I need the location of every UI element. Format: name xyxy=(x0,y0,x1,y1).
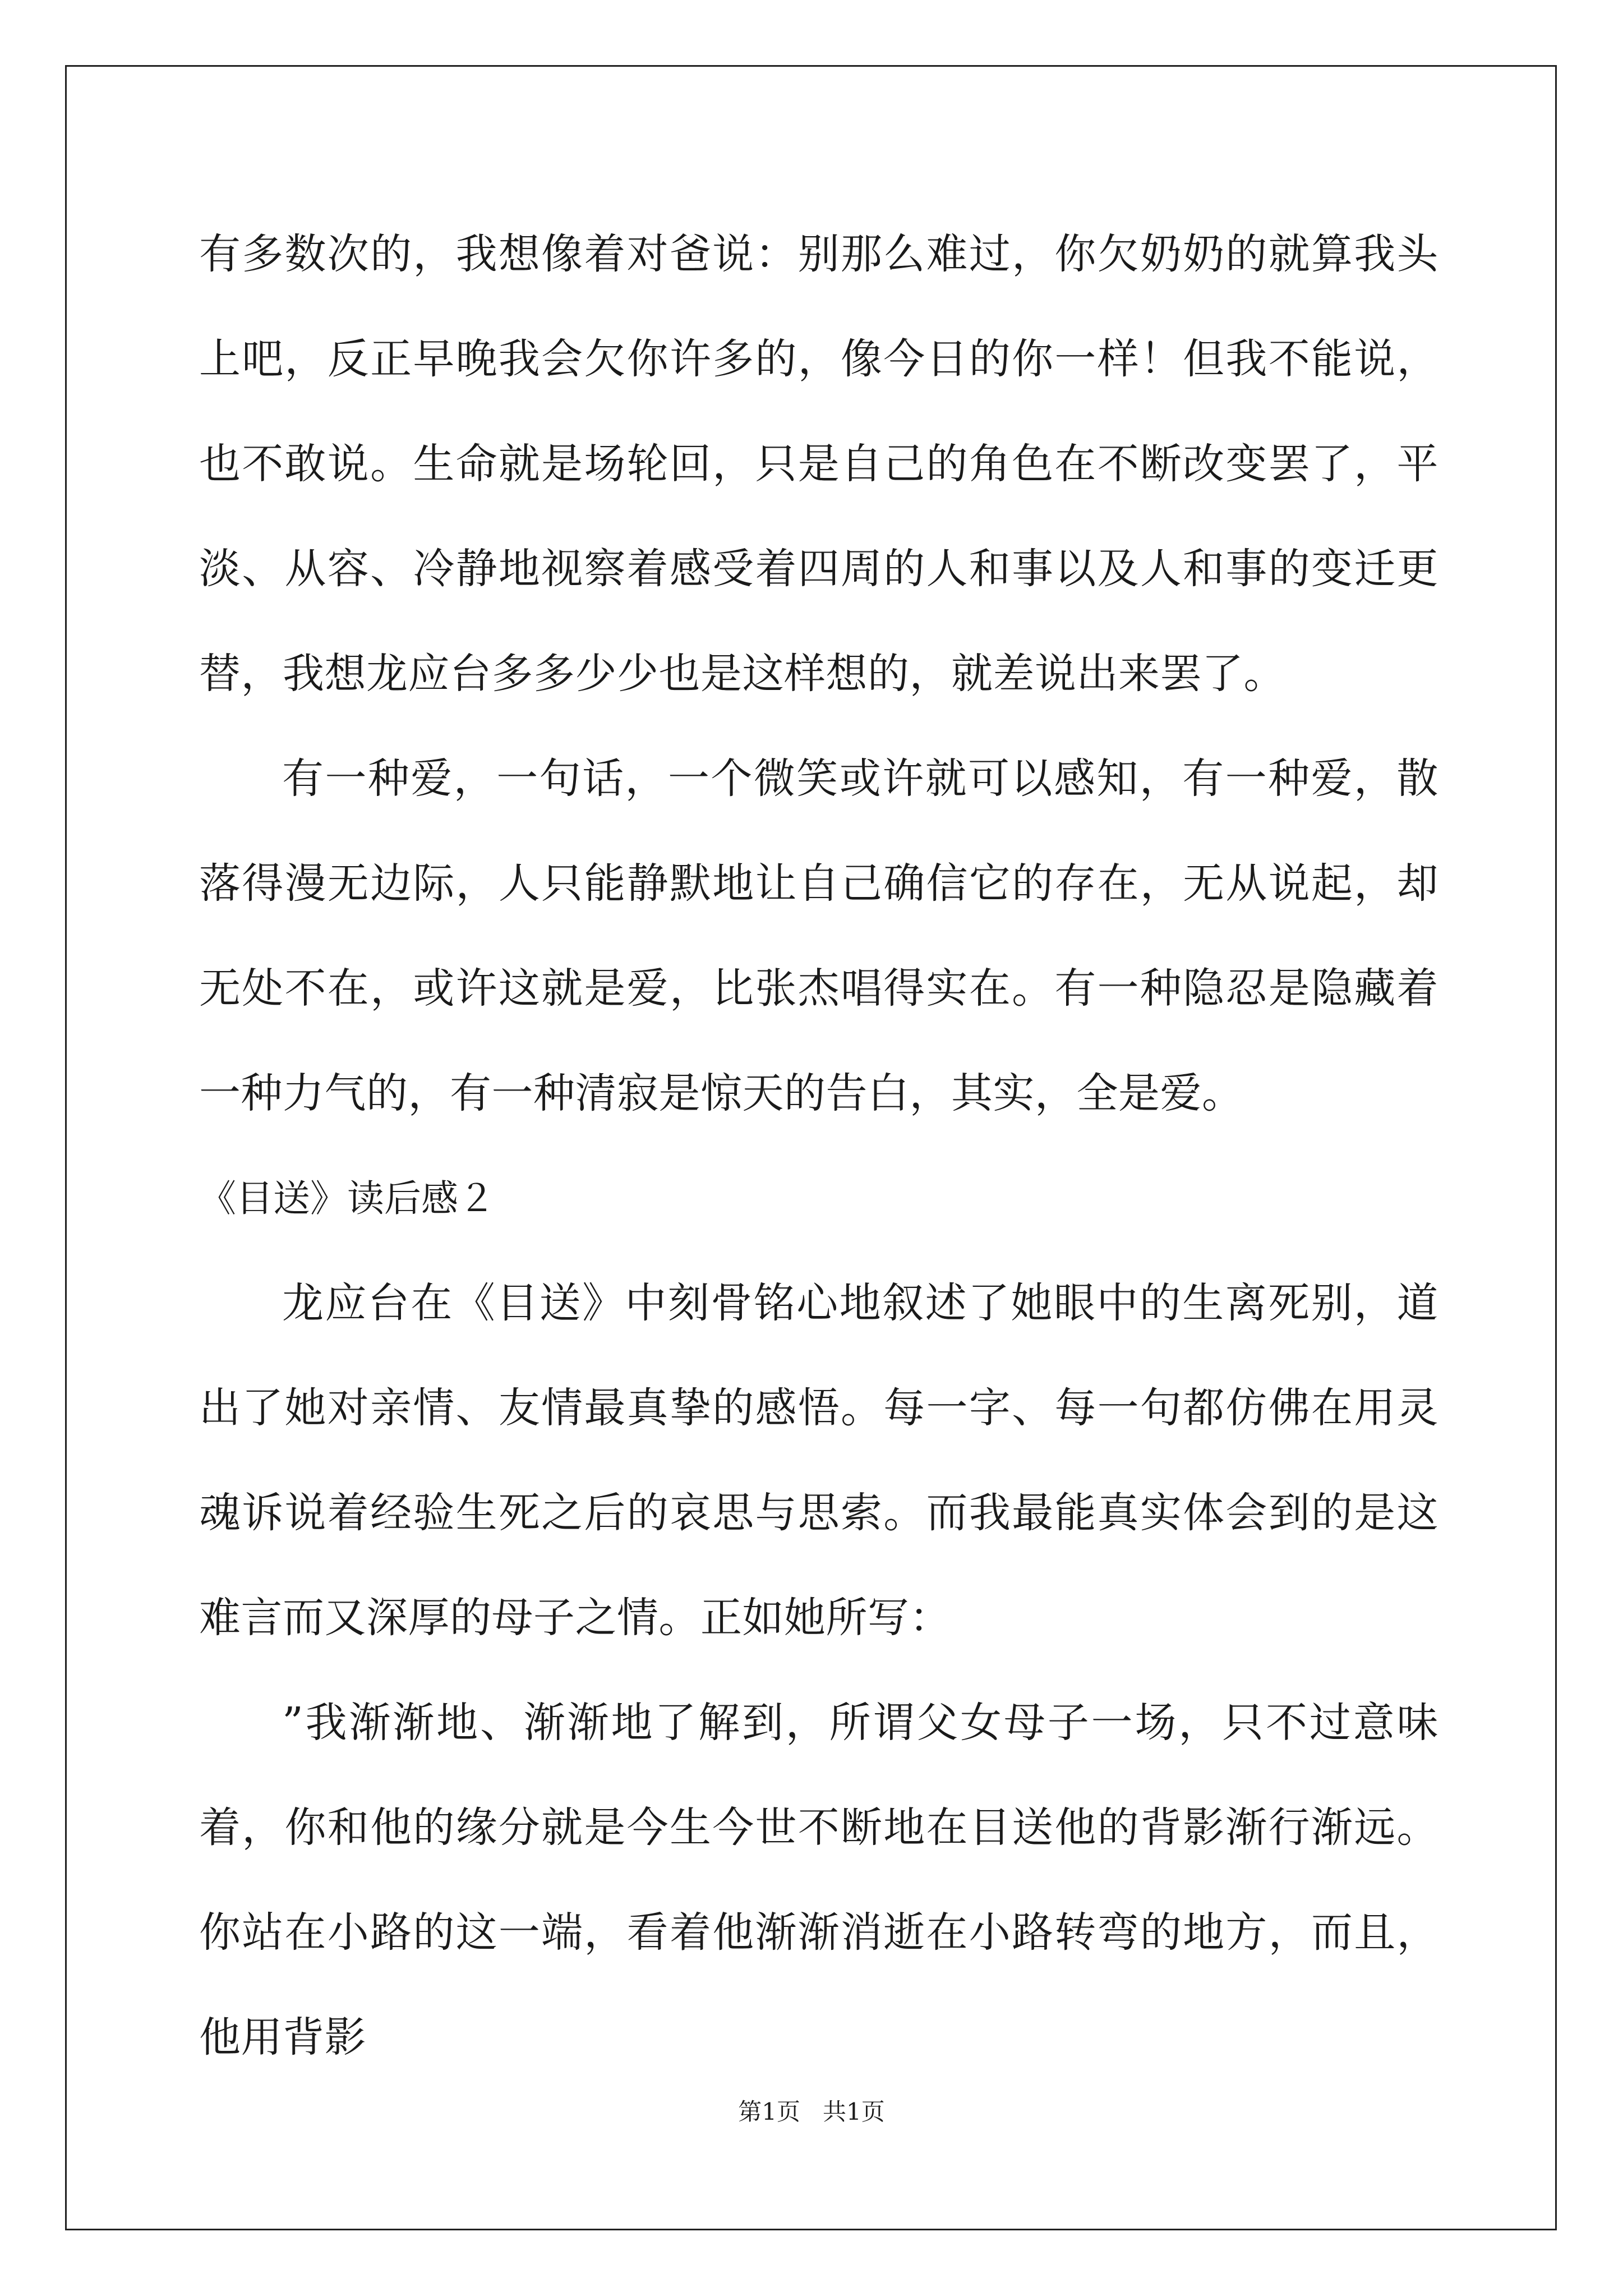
paragraph-1: 有多数次的，我想像着对爸说：别那么难过，你欠奶奶的就算我头上吧，反正早晚我会欠你许多的，像今日的你一样！但我不能说，也不敢说。生命就是场轮回，只是自己的角色在不断改变罢了，平淡、从容、冷静地视察着感受着四周的人和事以及人和事的变迁更替，我想龙应台多多少少也是这样想的，就差说出来罢了。 xyxy=(199,230,1438,698)
paragraph-2: 有一种爱，一句话，一个微笑或许就可以感知，有一种爱，散落得漫无边际，人只能静默地让自己确信它的存在，无从说起，却无处不在，或许这就是爱，比张杰唱得实在。有一种隐忍是隐藏着一种力气的，有一种清寂是惊天的告白，其实，全是爱。 xyxy=(199,754,1438,1117)
page-footer xyxy=(0,2095,1623,2129)
document-body xyxy=(199,202,1438,2090)
page-total: 共1页 xyxy=(823,2098,885,2125)
section-heading: 《目送》读后感２ xyxy=(199,1177,495,1220)
paragraph-3: 龙应台在《目送》中刻骨铭心地叙述了她眼中的生离死别，道出了她对亲情、友情最真挚的感悟。每一字、每一句都仿佛在用灵魂诉说着经验生死之后的哀思与思索。而我最能真实体会到的是这难言而又深厚的母子之情。正如她所写： xyxy=(199,1279,1438,1642)
paragraph-4: ”我渐渐地、渐渐地了解到，所谓父女母子一场，只不过意味着，你和他的缘分就是今生今世不断地在目送他的背影渐行渐远。你站在小路的这一端，看着他渐渐消逝在小路转弯的地方，而且，他用背影 xyxy=(199,1699,1438,2062)
page-number: 第1页 xyxy=(738,2098,800,2125)
